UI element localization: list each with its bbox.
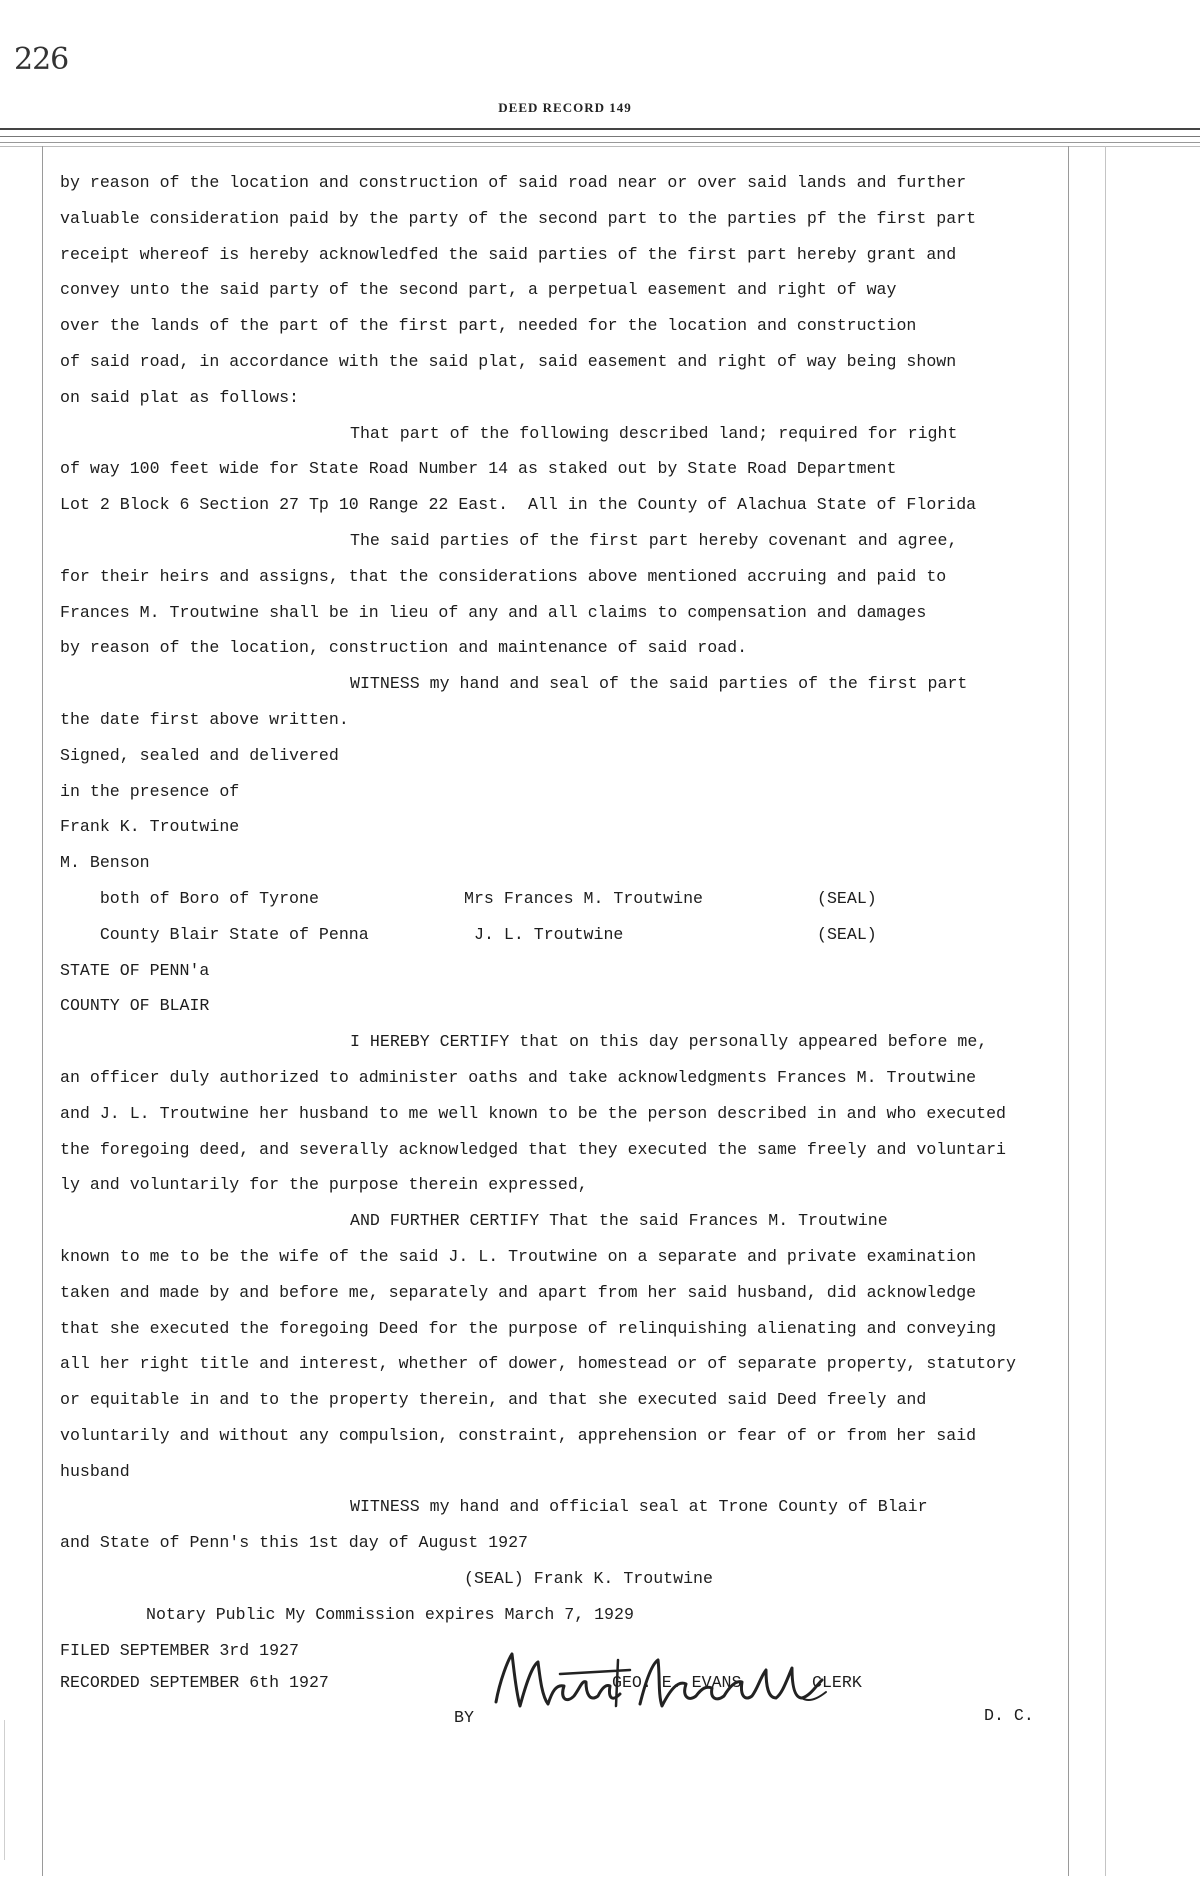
text-line: the date first above written. (60, 709, 349, 729)
text-line: Lot 2 Block 6 Section 27 Tp 10 Range 22 East. All in the County of Alachua State of Florida (60, 495, 977, 515)
text-line: ly and voluntarily for the purpose therein expressed, (60, 1175, 588, 1195)
text-line: STATE OF PENN'a (60, 960, 210, 980)
text-line: for their heirs and assigns, that the considerations above mentioned accruing and paid to (60, 566, 947, 586)
text-line: voluntarily and without any compulsion, constraint, apprehension or fear of or from her said (60, 1425, 977, 1445)
signer-name: J. L. Troutwine (474, 924, 624, 944)
seal-label: (SEAL) (817, 924, 877, 944)
text-line: Frances M. Troutwine shall be in lieu of any and all claims to compensation and damages (60, 602, 927, 622)
seal-label: (SEAL) (817, 888, 877, 908)
text-line: I HEREBY CERTIFY that on this day personally appeared before me, (350, 1032, 988, 1052)
text-line: all her right title and interest, whether of dower, homestead or of separate property, statutory (60, 1354, 1016, 1374)
deed-body (60, 165, 1080, 1668)
handwritten-signature-icon (490, 1640, 870, 1720)
by-label: BY (454, 1708, 474, 1727)
text-line: or equitable in and to the property therein, and that she executed said Deed freely and (60, 1390, 927, 1410)
text-line: valuable consideration paid by the party of the second part to the parties pf the first part (60, 208, 977, 228)
text-line: and State of Penn's this 1st day of August 1927 (60, 1533, 529, 1553)
margin-line (4, 1720, 5, 1860)
deputy-clerk-label: D. C. (984, 1706, 1034, 1725)
record-title: DEED RECORD 149 (498, 100, 632, 115)
text-line: Signed, sealed and delivered (60, 745, 339, 765)
text-line: COUNTY OF BLAIR (60, 996, 210, 1016)
text-line: and J. L. Troutwine her husband to me well known to be the person described in and who executed (60, 1103, 1006, 1123)
text-line: That part of the following described land; required for right (350, 423, 958, 443)
clerk-title: CLERK (812, 1673, 862, 1692)
text-line: by reason of the location and construction of said road near or over said lands and further (60, 173, 967, 192)
header-rule (0, 146, 1200, 147)
recorded-date: RECORDED SEPTEMBER 6th 1927 (60, 1673, 329, 1692)
text-line: in the presence of (60, 781, 240, 801)
text-line: of way 100 feet wide for State Road Number 14 as staked out by State Road Department (60, 459, 897, 479)
signature-row (60, 881, 1080, 917)
signer-name: Mrs Frances M. Troutwine (464, 888, 703, 908)
text-line: over the lands of the part of the first part, needed for the location and construction (60, 316, 917, 336)
text-line: AND FURTHER CERTIFY That the said Frances M. Troutwine (350, 1211, 888, 1231)
text-line: of said road, in accordance with the said plat, said easement and right of way being shown (60, 351, 957, 371)
margin-line (42, 146, 43, 1876)
header-rule (0, 136, 1200, 137)
text-line: Frank K. Troutwine (60, 817, 240, 837)
witness-residence: County Blair State of Penna (99, 924, 369, 944)
text-line: that she executed the foregoing Deed for the purpose of relinquishing alienating and conveying (60, 1318, 997, 1338)
text-line: WITNESS my hand and seal of the said parties of the first part (350, 674, 968, 694)
text-line: FILED SEPTEMBER 3rd 1927 (60, 1640, 299, 1660)
text-line: known to me to be the wife of the said J. L. Troutwine on a separate and private examination (60, 1246, 977, 1266)
page-number: 226 (14, 42, 69, 77)
witness-residence: both of Boro of Tyrone (99, 888, 319, 908)
text-line: taken and made by and before me, separately and apart from her said husband, did acknowledge (60, 1282, 977, 1302)
margin-line (1105, 146, 1106, 1876)
text-line: an officer duly authorized to administer oaths and take acknowledgments Frances M. Troutwine (60, 1067, 977, 1087)
signature-row (60, 917, 1080, 953)
notary-signature: (SEAL) Frank K. Troutwine (464, 1569, 713, 1589)
text-line: Notary Public My Commission expires March 7, 1929 (146, 1604, 634, 1624)
header-rule (0, 128, 1200, 130)
clerk-name: GEO. E. EVANS (612, 1673, 742, 1692)
text-line: on said plat as follows: (60, 387, 299, 407)
text-line: The said parties of the first part hereby covenant and agree, (350, 530, 958, 550)
text-line: convey unto the said party of the second part, a perpetual easement and right of way (60, 280, 897, 300)
header-rule (0, 142, 1200, 143)
text-line: M. Benson (60, 853, 150, 873)
text-line: husband (60, 1461, 130, 1481)
text-line: the foregoing deed, and severally acknowledged that they executed the same freely and voluntari (60, 1139, 1006, 1159)
text-line: by reason of the location, construction and maintenance of said road. (60, 638, 748, 658)
text-line: WITNESS my hand and official seal at Trone County of Blair (350, 1497, 928, 1517)
text-line: receipt whereof is hereby acknowledfed the said parties of the first part hereby grant and (60, 244, 957, 264)
